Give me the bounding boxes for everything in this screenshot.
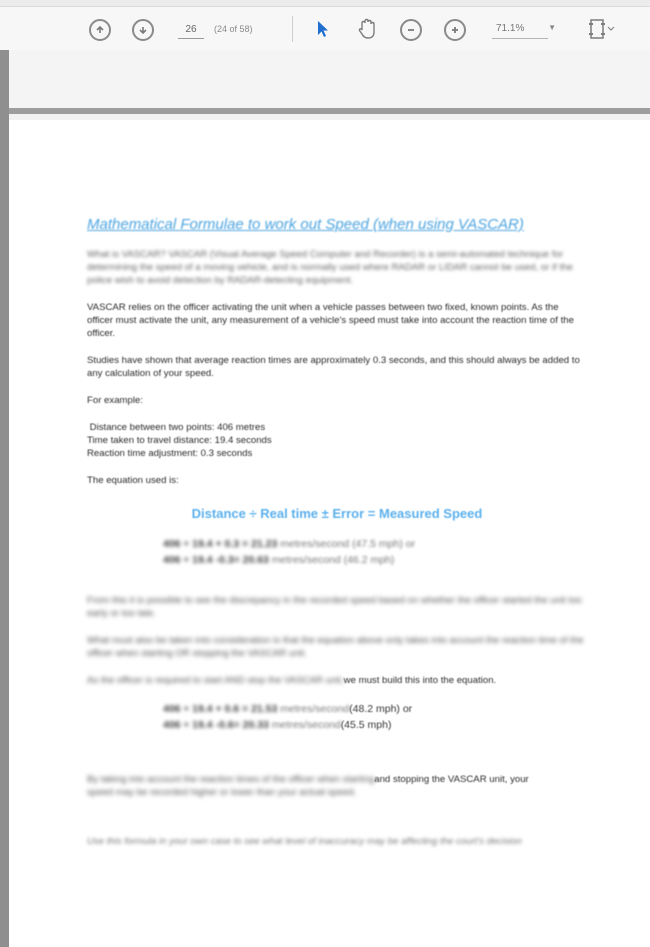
document-page (9, 120, 650, 947)
required-text-clear: we must build this into the equation. (343, 675, 497, 686)
document-title[interactable]: Mathematical Formulae to work out Speed (when using VASCAR) (87, 216, 524, 233)
zoom-level-value: 71.1% (496, 23, 525, 34)
calculation-line (163, 536, 587, 552)
required-paragraph (87, 674, 587, 687)
zoom-in-icon[interactable] (444, 19, 466, 41)
page-count-label: (24 of 58) (214, 24, 253, 34)
calculation-block-two (163, 701, 587, 733)
calculation-result: metres/second (47.5 mph) or (280, 538, 416, 550)
required-text-blurred: As the officer is required to start AND stop the VASCAR unit, (87, 675, 344, 686)
example-heading: For example: (87, 395, 143, 406)
example-time: Time taken to travel distance: 19.4 seconds (87, 435, 272, 446)
arrow-up-circle-icon[interactable] (89, 19, 111, 41)
example-list (87, 421, 587, 460)
pdf-toolbar (0, 0, 650, 51)
calculation-line (163, 701, 587, 717)
calculation-result: metres/second (46.2 mph) (271, 554, 395, 566)
arrow-down-circle-icon[interactable] (132, 19, 154, 41)
example-reaction: Reaction time adjustment: 0.3 seconds (87, 448, 253, 459)
equation-formula: Distance ÷ Real time ± Error = Measured Speed (191, 506, 483, 521)
sidebar-edge (0, 50, 9, 947)
studies-paragraph: Studies have shown that average reaction times are approximately 0.3 seconds, and this should always be added to any calculation of your speed. (87, 355, 580, 379)
calculation-line (163, 552, 587, 568)
calculation-unit: metres/second (271, 719, 341, 731)
example-distance: Distance between two points: 406 metres (87, 422, 266, 433)
toolbar-top-strip (0, 0, 650, 7)
zoom-out-icon[interactable] (400, 19, 422, 41)
calculation-speed: (45.5 mph) (340, 719, 392, 731)
page-number-input[interactable]: 26 (178, 20, 204, 39)
taking-text-clear: and stopping the VASCAR unit, your (374, 774, 529, 785)
calculation-line (163, 717, 587, 733)
hand-icon[interactable] (356, 17, 378, 41)
pointer-icon[interactable] (315, 18, 331, 40)
calculation-expression: 406 ÷ 19.4 -0.6= 20.33 (163, 719, 269, 731)
closing-paragraph: Use this formula in your own case to see what level of inaccuracy may be affecting the court's decision (87, 836, 522, 847)
fit-page-icon[interactable] (586, 17, 616, 41)
calculation-unit: metres/second (280, 703, 350, 715)
taking-text-end: speed may be recorded higher or lower than your actual speed. (87, 787, 357, 798)
taking-paragraph (87, 773, 587, 799)
intro-paragraph: What is VASCAR? VASCAR (Visual Average Speed Computer and Recorder) is a semi-automated technique for determining the speed of a moving vehicle, and is normally used where RADAR or LIDAR cannot be used, or if the police wish to avoid detection by RADAR-detecting equipment. (87, 249, 573, 286)
zoom-level-select[interactable] (484, 19, 564, 39)
calculation-speed: (48.2 mph) or (349, 703, 413, 715)
consider-paragraph: What must also be taken into consideration is that the equation above only takes into account the reaction time of the officer when starting OR stopping the VASCAR unit. (87, 635, 584, 659)
page-gap (9, 50, 650, 114)
calculation-expression: 406 ÷ 19.4 + 0.3 = 21.23 (163, 538, 278, 550)
equation-intro: The equation used is: (87, 475, 179, 486)
page-shadow (9, 108, 650, 114)
officer-paragraph: VASCAR relies on the officer activating the unit when a vehicle passes between two fixed, known points. As the officer must activate the unit, any measurement of a vehicle's speed must take into account the reaction time of the officer. (87, 302, 574, 339)
calculation-block-one (163, 536, 587, 568)
taking-text-blurred: By taking into account the reaction times of the officer when starting (87, 774, 375, 785)
calculation-expression: 406 ÷ 19.4 -0.3= 20.63 (163, 554, 269, 566)
calculation-expression: 406 ÷ 19.4 + 0.6 = 21.53 (163, 703, 278, 715)
zoom-underline (492, 38, 548, 39)
page-content (87, 216, 587, 862)
discrepancy-paragraph: From this it is possible to see the discrepancy in the recorded speed based on whether the officer started the unit too early or too late. (87, 595, 582, 619)
toolbar-divider (292, 16, 293, 42)
chevron-down-icon: ▼ (548, 23, 556, 32)
